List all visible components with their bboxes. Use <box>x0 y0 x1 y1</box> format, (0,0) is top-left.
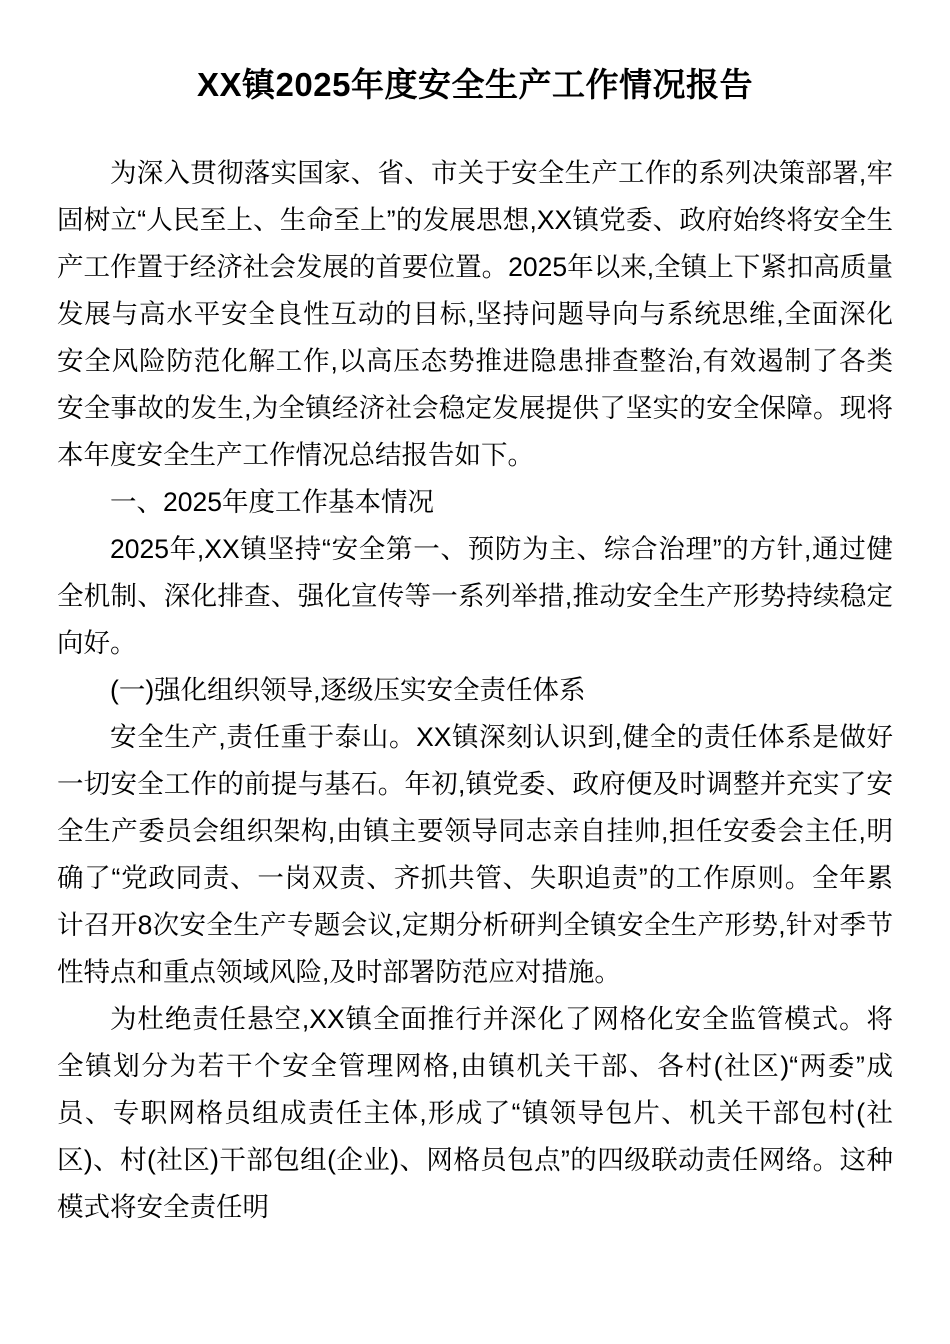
section-heading-1: 一、2025年度工作基本情况 <box>110 487 434 517</box>
page-title: XX镇2025年度安全生产工作情况报告 <box>197 66 753 103</box>
document-content <box>57 0 893 1231</box>
paragraph-section-1-body: 2025年,XX镇坚持“安全第一、预防为主、综合治理”的方针,通过健全机制、深化排查、强化宣传等一系列举措,推动安全生产形势持续稳定向好。 <box>57 534 893 658</box>
subsection-heading-1: (一)强化组织领导,逐级压实安全责任体系 <box>110 675 586 705</box>
paragraph-subsection-1-body-2: 为杜绝责任悬空,XX镇全面推行并深化了网格化安全监管模式。将全镇划分为若干个安全管理网格,由镇机关干部、各村(社区)“两委”成员、专职网格员组成责任主体,形成了“镇领导包片、机关干部包村(社区)、村(社区)干部包组(企业)、网格员包点”的四级联动责任网络。这种模式将安全责任明 <box>57 1004 893 1222</box>
paragraph-intro: 为深入贯彻落实国家、省、市关于安全生产工作的系列决策部署,牢固树立“人民至上、生命至上”的发展思想,XX镇党委、政府始终将安全生产工作置于经济社会发展的首要位置。2025年以来,全镇上下紧扣高质量发展与高水平安全良性互动的目标,坚持问题导向与系统思维,全面深化安全风险防范化解工作,以高压态势推进隐患排查整治,有效遏制了各类安全事故的发生,为全镇经济社会稳定发展提供了坚实的安全保障。现将本年度安全生产工作情况总结报告如下。 <box>57 158 893 470</box>
paragraph-subsection-1-body-1: 安全生产,责任重于泰山。XX镇深刻认识到,健全的责任体系是做好一切安全工作的前提与基石。年初,镇党委、政府便及时调整并充实了安全生产委员会组织架构,由镇主要领导同志亲自挂帅,担任安委会主任,明确了“党政同责、一岗双责、齐抓共管、失职追责”的工作原则。全年累计召开8次安全生产专题会议,定期分析研判全镇安全生产形势,针对季节性特点和重点领域风险,及时部署防范应对措施。 <box>57 722 893 987</box>
title-spacer <box>57 108 893 150</box>
